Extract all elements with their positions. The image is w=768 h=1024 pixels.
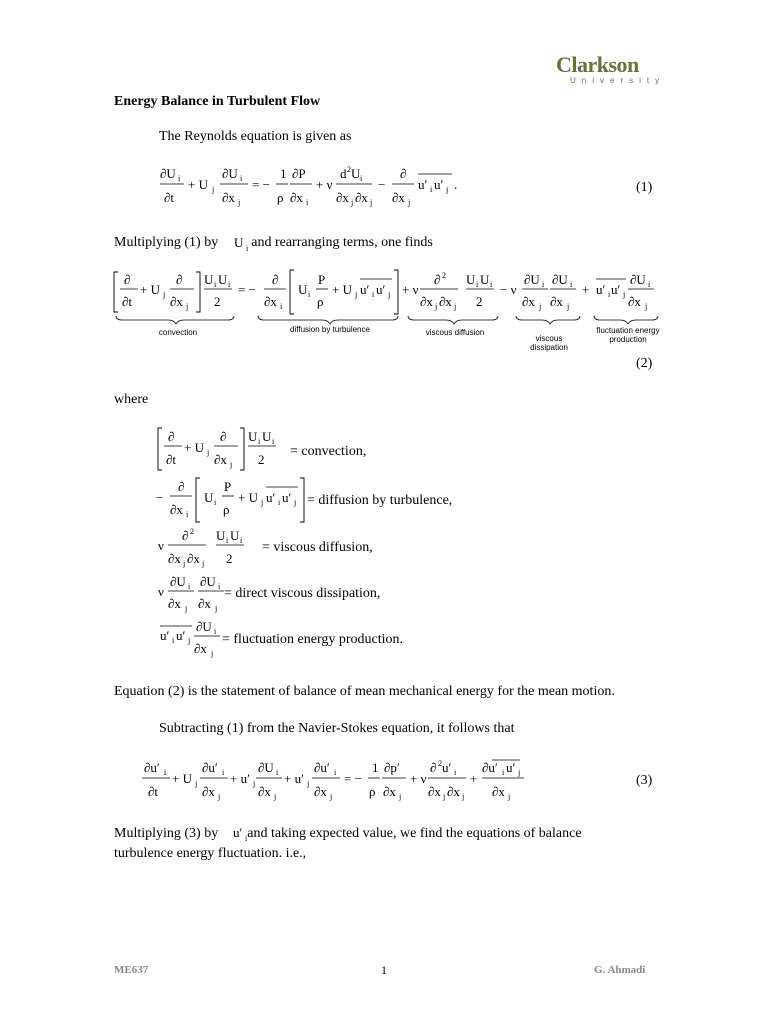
svg-text:u′: u′ — [506, 760, 516, 775]
svg-text:j: j — [645, 302, 648, 311]
svg-text:∂P: ∂P — [292, 166, 306, 181]
svg-text:+ ν: + ν — [316, 177, 333, 192]
svg-text:u′: u′ — [160, 628, 170, 643]
svg-text:j: j — [508, 792, 511, 801]
svg-text:j: j — [215, 604, 218, 613]
svg-text:i: i — [188, 582, 191, 591]
svg-text:∂U: ∂U — [222, 166, 238, 181]
svg-text:i: i — [240, 174, 243, 183]
svg-text:U: U — [204, 272, 214, 287]
svg-text:i: i — [246, 244, 249, 253]
svg-text:∂x: ∂x — [170, 294, 183, 309]
svg-text:j: j — [446, 185, 449, 194]
svg-text:i: i — [186, 510, 189, 519]
paragraph-multiplying — [114, 234, 433, 251]
svg-text:∂x: ∂x — [439, 294, 452, 309]
svg-text:ρ: ρ — [369, 784, 376, 799]
svg-text:U: U — [262, 429, 272, 444]
svg-text:i: i — [490, 280, 493, 289]
svg-text:∂u′: ∂u′ — [144, 760, 160, 775]
svg-text:j: j — [370, 198, 373, 207]
svg-text:∂x: ∂x — [170, 502, 183, 517]
svg-text:i: i — [502, 768, 505, 777]
svg-text:i: i — [240, 536, 243, 545]
svg-text:j: j — [218, 792, 221, 801]
svg-text:j: j — [207, 448, 210, 457]
svg-text:j: j — [355, 290, 358, 299]
equation-2-number: (2) — [636, 356, 653, 371]
svg-text:U: U — [218, 272, 228, 287]
svg-text:j: j — [274, 792, 277, 801]
svg-text:j: j — [261, 498, 264, 507]
svg-text:+ U: + U — [140, 282, 160, 297]
svg-text:j: j — [307, 779, 310, 788]
svg-text:P: P — [318, 272, 326, 287]
svg-text:i: i — [430, 185, 433, 194]
paragraph-multiplying-tail: and rearranging terms, one finds — [251, 235, 433, 250]
svg-text:u′: u′ — [176, 628, 186, 643]
svg-text:+ U: + U — [172, 771, 192, 786]
svg-text:ν: ν — [158, 538, 164, 553]
svg-text:∂x: ∂x — [355, 190, 368, 205]
svg-text:j: j — [567, 302, 570, 311]
svg-text:∂U: ∂U — [524, 272, 540, 287]
label-viscous-dissipation-line2: dissipation — [530, 343, 568, 352]
def-dissipation: = direct viscous dissipation, — [224, 586, 381, 601]
footer-page-number: 1 — [381, 963, 387, 977]
svg-text:i: i — [276, 768, 279, 777]
svg-text:∂x: ∂x — [628, 294, 641, 309]
equation-3-number: (3) — [636, 773, 653, 788]
svg-text:∂: ∂ — [178, 479, 185, 494]
svg-text:∂x: ∂x — [522, 294, 535, 309]
svg-text:∂u′: ∂u′ — [314, 760, 330, 775]
svg-text:∂U: ∂U — [200, 574, 216, 589]
svg-text:+ U: + U — [188, 177, 208, 192]
def-viscous-diffusion: = viscous diffusion, — [262, 540, 373, 555]
paragraph-expected-tail: turbulence energy fluctuation. i.e., — [114, 846, 307, 861]
svg-text:−: − — [156, 490, 164, 505]
svg-text:j: j — [188, 636, 191, 645]
svg-text:i: i — [280, 302, 283, 311]
svg-text:∂u′: ∂u′ — [482, 760, 498, 775]
svg-text:i: i — [542, 280, 545, 289]
equation-2 — [112, 266, 672, 328]
svg-text:i: i — [258, 437, 261, 446]
svg-text:U: U — [230, 528, 240, 543]
clarkson-logo — [556, 52, 666, 88]
svg-text:u′: u′ — [233, 825, 243, 840]
svg-text:i: i — [334, 768, 337, 777]
svg-text:+ ν: + ν — [410, 771, 427, 786]
svg-text:2: 2 — [347, 165, 351, 174]
svg-text:u′: u′ — [596, 282, 606, 297]
svg-text:∂x: ∂x — [202, 784, 215, 799]
svg-text:∂u′: ∂u′ — [202, 760, 218, 775]
svg-text:∂x: ∂x — [290, 190, 303, 205]
equation-1-number: (1) — [636, 180, 653, 195]
paragraph-multiplying-head: Multiplying (1) by — [114, 235, 219, 250]
svg-text:i: i — [172, 636, 175, 645]
svg-text:∂x: ∂x — [258, 784, 271, 799]
svg-text:∂p′: ∂p′ — [384, 760, 400, 775]
svg-text:j: j — [212, 185, 215, 194]
svg-text:∂t: ∂t — [148, 784, 159, 799]
svg-text:j: j — [518, 768, 521, 777]
footer-course: ME637 — [114, 964, 149, 976]
svg-text:+ U: + U — [184, 440, 204, 455]
svg-text:j: j — [202, 559, 205, 568]
svg-text:= −: = − — [344, 771, 362, 786]
svg-text:= −: = − — [238, 282, 256, 297]
svg-text:U: U — [204, 490, 214, 505]
logo-main: Clarkson — [556, 52, 639, 77]
svg-text:u′: u′ — [611, 282, 621, 297]
svg-text:∂x: ∂x — [383, 784, 396, 799]
svg-text:j: j — [253, 779, 256, 788]
label-production-line1: fluctuation energy — [596, 326, 660, 335]
svg-text:∂x: ∂x — [492, 784, 505, 799]
footer-author: G. Ahmadi — [594, 964, 646, 976]
svg-text:j: j — [238, 198, 241, 207]
svg-text:∂U: ∂U — [552, 272, 568, 287]
svg-text:∂U: ∂U — [258, 760, 274, 775]
svg-text:j: j — [435, 302, 438, 311]
svg-text:∂x: ∂x — [428, 784, 441, 799]
svg-text:U: U — [248, 429, 258, 444]
svg-text:2: 2 — [258, 452, 265, 467]
page-title: Energy Balance in Turbulent Flow — [114, 94, 321, 109]
svg-text:∂x: ∂x — [222, 190, 235, 205]
svg-text:∂t: ∂t — [164, 190, 175, 205]
svg-text:U: U — [216, 528, 226, 543]
svg-text:U: U — [466, 272, 476, 287]
paragraph-equation-2-statement: Equation (2) is the statement of balance of mean mechanical energy for the mean motion. — [114, 684, 615, 699]
svg-text:j: j — [163, 290, 166, 299]
svg-text:∂U: ∂U — [170, 574, 186, 589]
svg-text:∂U: ∂U — [196, 619, 212, 634]
paragraph-subtracting: Subtracting (1) from the Navier-Stokes equation, it follows that — [159, 721, 515, 736]
svg-text:j: j — [294, 498, 297, 507]
svg-text:ρ: ρ — [223, 502, 230, 517]
paragraph-reynolds: The Reynolds equation is given as — [159, 129, 352, 144]
svg-text:∂U: ∂U — [160, 166, 176, 181]
svg-text:∂: ∂ — [220, 429, 227, 444]
svg-text:U: U — [298, 282, 308, 297]
svg-text:∂x: ∂x — [336, 190, 349, 205]
label-diffusion-by-turbulence: diffusion by turbulence — [290, 325, 370, 334]
svg-text:∂: ∂ — [124, 272, 131, 287]
svg-text:∂x: ∂x — [168, 551, 181, 566]
svg-text:i: i — [178, 174, 181, 183]
svg-text:i: i — [218, 582, 221, 591]
svg-text:i: i — [648, 280, 651, 289]
svg-text:i: i — [278, 498, 281, 507]
svg-text:u′: u′ — [376, 282, 386, 297]
svg-text:2: 2 — [476, 294, 483, 309]
svg-text:j: j — [330, 792, 333, 801]
equation-1 — [150, 162, 480, 212]
svg-text:∂x: ∂x — [198, 596, 211, 611]
svg-text:P: P — [224, 479, 232, 494]
svg-text:∂U: ∂U — [630, 272, 646, 287]
svg-text:j: j — [183, 559, 186, 568]
svg-text:∂x: ∂x — [420, 294, 433, 309]
def-production: = fluctuation energy production. — [222, 632, 404, 647]
svg-text:∂: ∂ — [168, 429, 175, 444]
paragraph-expected-mid: and taking expected value, we find the equations of balance — [247, 826, 582, 841]
svg-text:− ν: − ν — [500, 282, 517, 297]
svg-text:+: + — [470, 771, 478, 786]
label-production-line2: production — [609, 335, 647, 344]
svg-text:∂x: ∂x — [392, 190, 405, 205]
svg-text:j: j — [454, 302, 457, 311]
inline-u-i — [232, 234, 252, 254]
svg-text:+ U: + U — [332, 282, 352, 297]
svg-text:i: i — [476, 280, 479, 289]
svg-text:∂: ∂ — [182, 528, 189, 543]
svg-text:j: j — [443, 792, 446, 801]
svg-text:+: + — [582, 282, 590, 297]
label-convection: convection — [158, 328, 198, 337]
svg-text:+ U: + U — [238, 490, 258, 505]
svg-text:i: i — [164, 768, 167, 777]
svg-text:2: 2 — [214, 294, 221, 309]
svg-text:i: i — [214, 498, 217, 507]
svg-text:∂x: ∂x — [168, 596, 181, 611]
label-viscous-dissipation — [516, 334, 582, 352]
svg-text:∂x: ∂x — [194, 641, 207, 656]
svg-text:j: j — [623, 290, 626, 299]
svg-text:j: j — [185, 604, 188, 613]
svg-text:d: d — [340, 166, 347, 181]
svg-text:ρ: ρ — [277, 190, 284, 205]
svg-text:∂: ∂ — [272, 272, 279, 287]
svg-text:−: − — [378, 177, 386, 192]
svg-text:i: i — [608, 290, 611, 299]
svg-text:i: i — [372, 290, 375, 299]
svg-text:i: i — [308, 290, 311, 299]
svg-text:ν: ν — [158, 584, 164, 599]
svg-text:i: i — [272, 437, 275, 446]
svg-text:= −: = − — [252, 177, 270, 192]
svg-text:i: i — [245, 834, 248, 843]
label-viscous-diffusion: viscous diffusion — [425, 328, 485, 337]
svg-text:+ u′: + u′ — [284, 771, 304, 786]
svg-text:U: U — [234, 235, 244, 250]
def-viscous-diffusion-expr — [156, 526, 266, 574]
svg-text:∂: ∂ — [176, 272, 183, 287]
svg-text:i: i — [222, 768, 225, 777]
equation-3 — [140, 752, 530, 806]
svg-text:U: U — [480, 272, 490, 287]
svg-text:j: j — [230, 460, 233, 469]
def-diffusion: = diffusion by turbulence, — [307, 493, 453, 508]
svg-text:i: i — [454, 768, 457, 777]
svg-text:u′: u′ — [282, 490, 292, 505]
svg-text:ρ: ρ — [317, 294, 324, 309]
svg-text:j: j — [211, 649, 214, 658]
def-convection: = convection, — [290, 444, 367, 459]
svg-text:u′: u′ — [418, 177, 428, 192]
svg-text:j: j — [388, 290, 391, 299]
svg-text:u′: u′ — [442, 760, 452, 775]
svg-text:∂: ∂ — [434, 272, 441, 287]
svg-text:i: i — [306, 198, 309, 207]
svg-text:∂: ∂ — [430, 760, 437, 775]
svg-text:∂t: ∂t — [166, 452, 177, 467]
paragraph-taking-expected-value — [114, 825, 674, 862]
svg-text:2: 2 — [442, 271, 446, 280]
svg-text:u′: u′ — [266, 490, 276, 505]
svg-text:.: . — [454, 177, 458, 192]
svg-text:+ ν: + ν — [402, 282, 419, 297]
svg-text:+ u′: + u′ — [230, 771, 250, 786]
svg-text:2: 2 — [190, 527, 194, 536]
svg-text:i: i — [228, 280, 231, 289]
svg-text:j: j — [539, 302, 542, 311]
svg-text:j: j — [399, 792, 402, 801]
svg-text:2: 2 — [226, 551, 233, 566]
svg-text:j: j — [351, 198, 354, 207]
svg-text:∂x: ∂x — [550, 294, 563, 309]
label-viscous-dissipation-line1: viscous — [535, 334, 563, 343]
svg-text:1: 1 — [372, 760, 379, 775]
svg-text:i: i — [226, 536, 229, 545]
svg-text:1: 1 — [280, 166, 287, 181]
svg-text:i: i — [570, 280, 573, 289]
svg-text:∂x: ∂x — [447, 784, 460, 799]
svg-text:2: 2 — [438, 759, 442, 768]
svg-text:∂x: ∂x — [264, 294, 277, 309]
svg-text:U: U — [351, 166, 361, 181]
svg-text:j: j — [186, 302, 189, 311]
svg-text:j: j — [462, 792, 465, 801]
svg-text:i: i — [360, 174, 363, 183]
svg-text:j: j — [408, 198, 411, 207]
def-convection-expr — [156, 424, 296, 476]
paragraph-expected-head: Multiplying (3) by — [114, 826, 219, 841]
logo-sub: University — [570, 76, 666, 85]
inline-u-prime-i — [231, 824, 251, 844]
svg-text:j: j — [195, 779, 198, 788]
label-production — [592, 326, 664, 344]
svg-text:u′: u′ — [434, 177, 444, 192]
svg-text:∂: ∂ — [400, 166, 407, 181]
svg-text:∂t: ∂t — [122, 294, 133, 309]
svg-text:∂x: ∂x — [214, 452, 227, 467]
svg-text:i: i — [214, 280, 217, 289]
svg-text:u′: u′ — [360, 282, 370, 297]
svg-text:∂x: ∂x — [187, 551, 200, 566]
svg-text:∂x: ∂x — [314, 784, 327, 799]
where-label: where — [114, 392, 149, 407]
svg-text:i: i — [214, 627, 217, 636]
